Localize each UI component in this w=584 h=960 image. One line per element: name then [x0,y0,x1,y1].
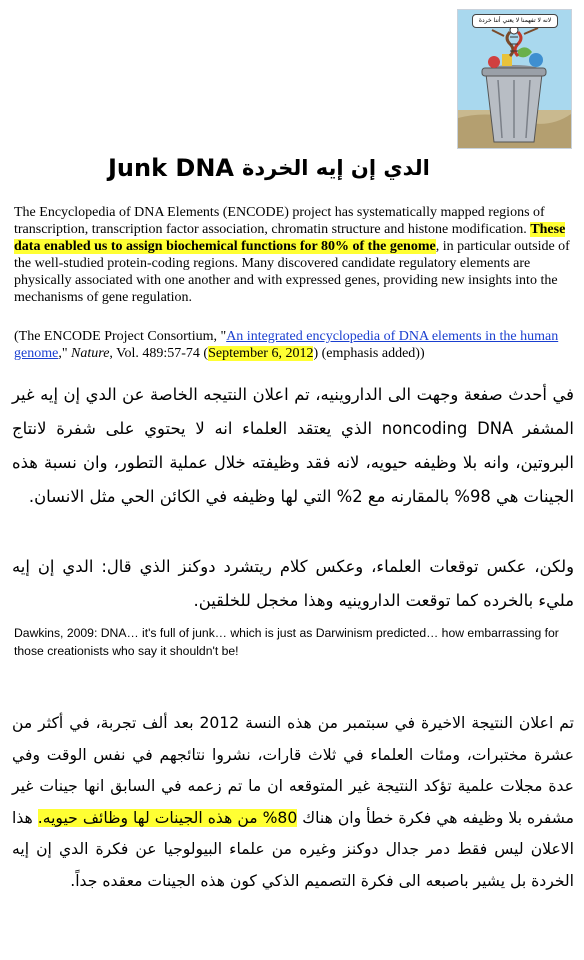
citation-suffix: ) (emphasis added)) [313,346,425,361]
dawkins-quote: Dawkins, 2009: DNA… it's full of junk… which is just as Darwinism predicted… how embarrassing for those creationists who say it shouldn't be! [14,626,559,658]
encode-quote-highlight-text: These data enabled us to assign biochemical functions for 80% of the genome [14,222,566,254]
citation-volume: , Vol. 489:57-74 ( [109,346,209,361]
citation-article-link[interactable]: An integrated encyclopedia of DNA elements in the human genome [14,329,559,361]
cartoon-speech-bubble: لانه لا تفهمنا لا يعني أننا خردة [472,14,558,28]
encode-quote-intro: The Encyclopedia of DNA Elements (ENCODE) project has systematically mapped regions of transcription, transcription factor association, chromatin structure and histone modification. [14,205,545,237]
arabic-paragraph-2: ولكن، عكس توقعات العلماء، وعكس كلام ريتشرد دوكنز الذي قال: الدي إن إيه مليء بالخرده كما توقعت الداروينيه وهذا مخجل للخلقين. [12,557,574,610]
arabic-paragraph-3-rest: هذا الاعلان ليس فقط دمر جدال دوكنز وغيره من علماء البيولوجيا عن فكرة الدي إن إيه الخردة بل يشير باصبعه الى فكرة التصميم الذكي كون هذه الجينات معقده جداً. [12,808,574,890]
citation-date: September 6, 2012 [208,346,314,361]
citation-prefix: (The ENCODE Project Consortium, " [14,329,227,344]
citation-after-link: ," [58,346,72,361]
arabic-paragraph-1: في أحدث صفعة وجهت الى الداروينيه، تم اعلان النتيجه الخاصة عن الدي إن إيه غير المشفر noncoding DNA الذي يعتقد العلماء انه لا يحتوي على شفرة لانتاج البروتين، وانه بلا وظيفه حيويه، لانه فقد وظيفته خلال عملية التطور، وان نسبة هذه الجينات هي 98% بالمقارنه مع 2% التي لها وظيفه في الكائن الحي مثل الانسان. [12,385,574,506]
citation-journal: Nature [71,346,110,361]
encode-quote-rest: , in particular outside of the well-studied protein-coding regions. Many discovered candidate regulatory elements are physically associated with one another and with expressed genes, providing new insights into the mechanisms of gene regulation. [14,239,570,305]
arabic-paragraph-3-highlight: 80% من هذه الجينات لها وظائف حيويه. [37,808,298,827]
citation [14,328,574,362]
arabic-paragraph-3-intro: تم اعلان النتيجة الاخيرة في سبتمبر من هذه النسة 2012 بعد ألف تجربة، في أكثر من عشرة مختبرات، ومئات العلماء في ثلاث قارات، نشروا نتائجهم في نفس الوقت وفي عدة مجلات علمية تؤكد النتيجة غير المتوقعه ان ما تم زعمه في السابق انها جينات غير مشفره بلا وظيفه هي فكرة خطأ وان هناك [12,714,574,827]
encode-quote [14,204,574,306]
trash-can-cartoon-illustration [458,10,571,148]
page-title-latin: Junk DNA [108,154,234,182]
junk-dna-cartoon [457,9,572,149]
page-title-arabic: الدي إن إيه الخردة [242,156,430,180]
arabic-paragraph-3 [12,708,574,897]
page-title [108,149,456,187]
